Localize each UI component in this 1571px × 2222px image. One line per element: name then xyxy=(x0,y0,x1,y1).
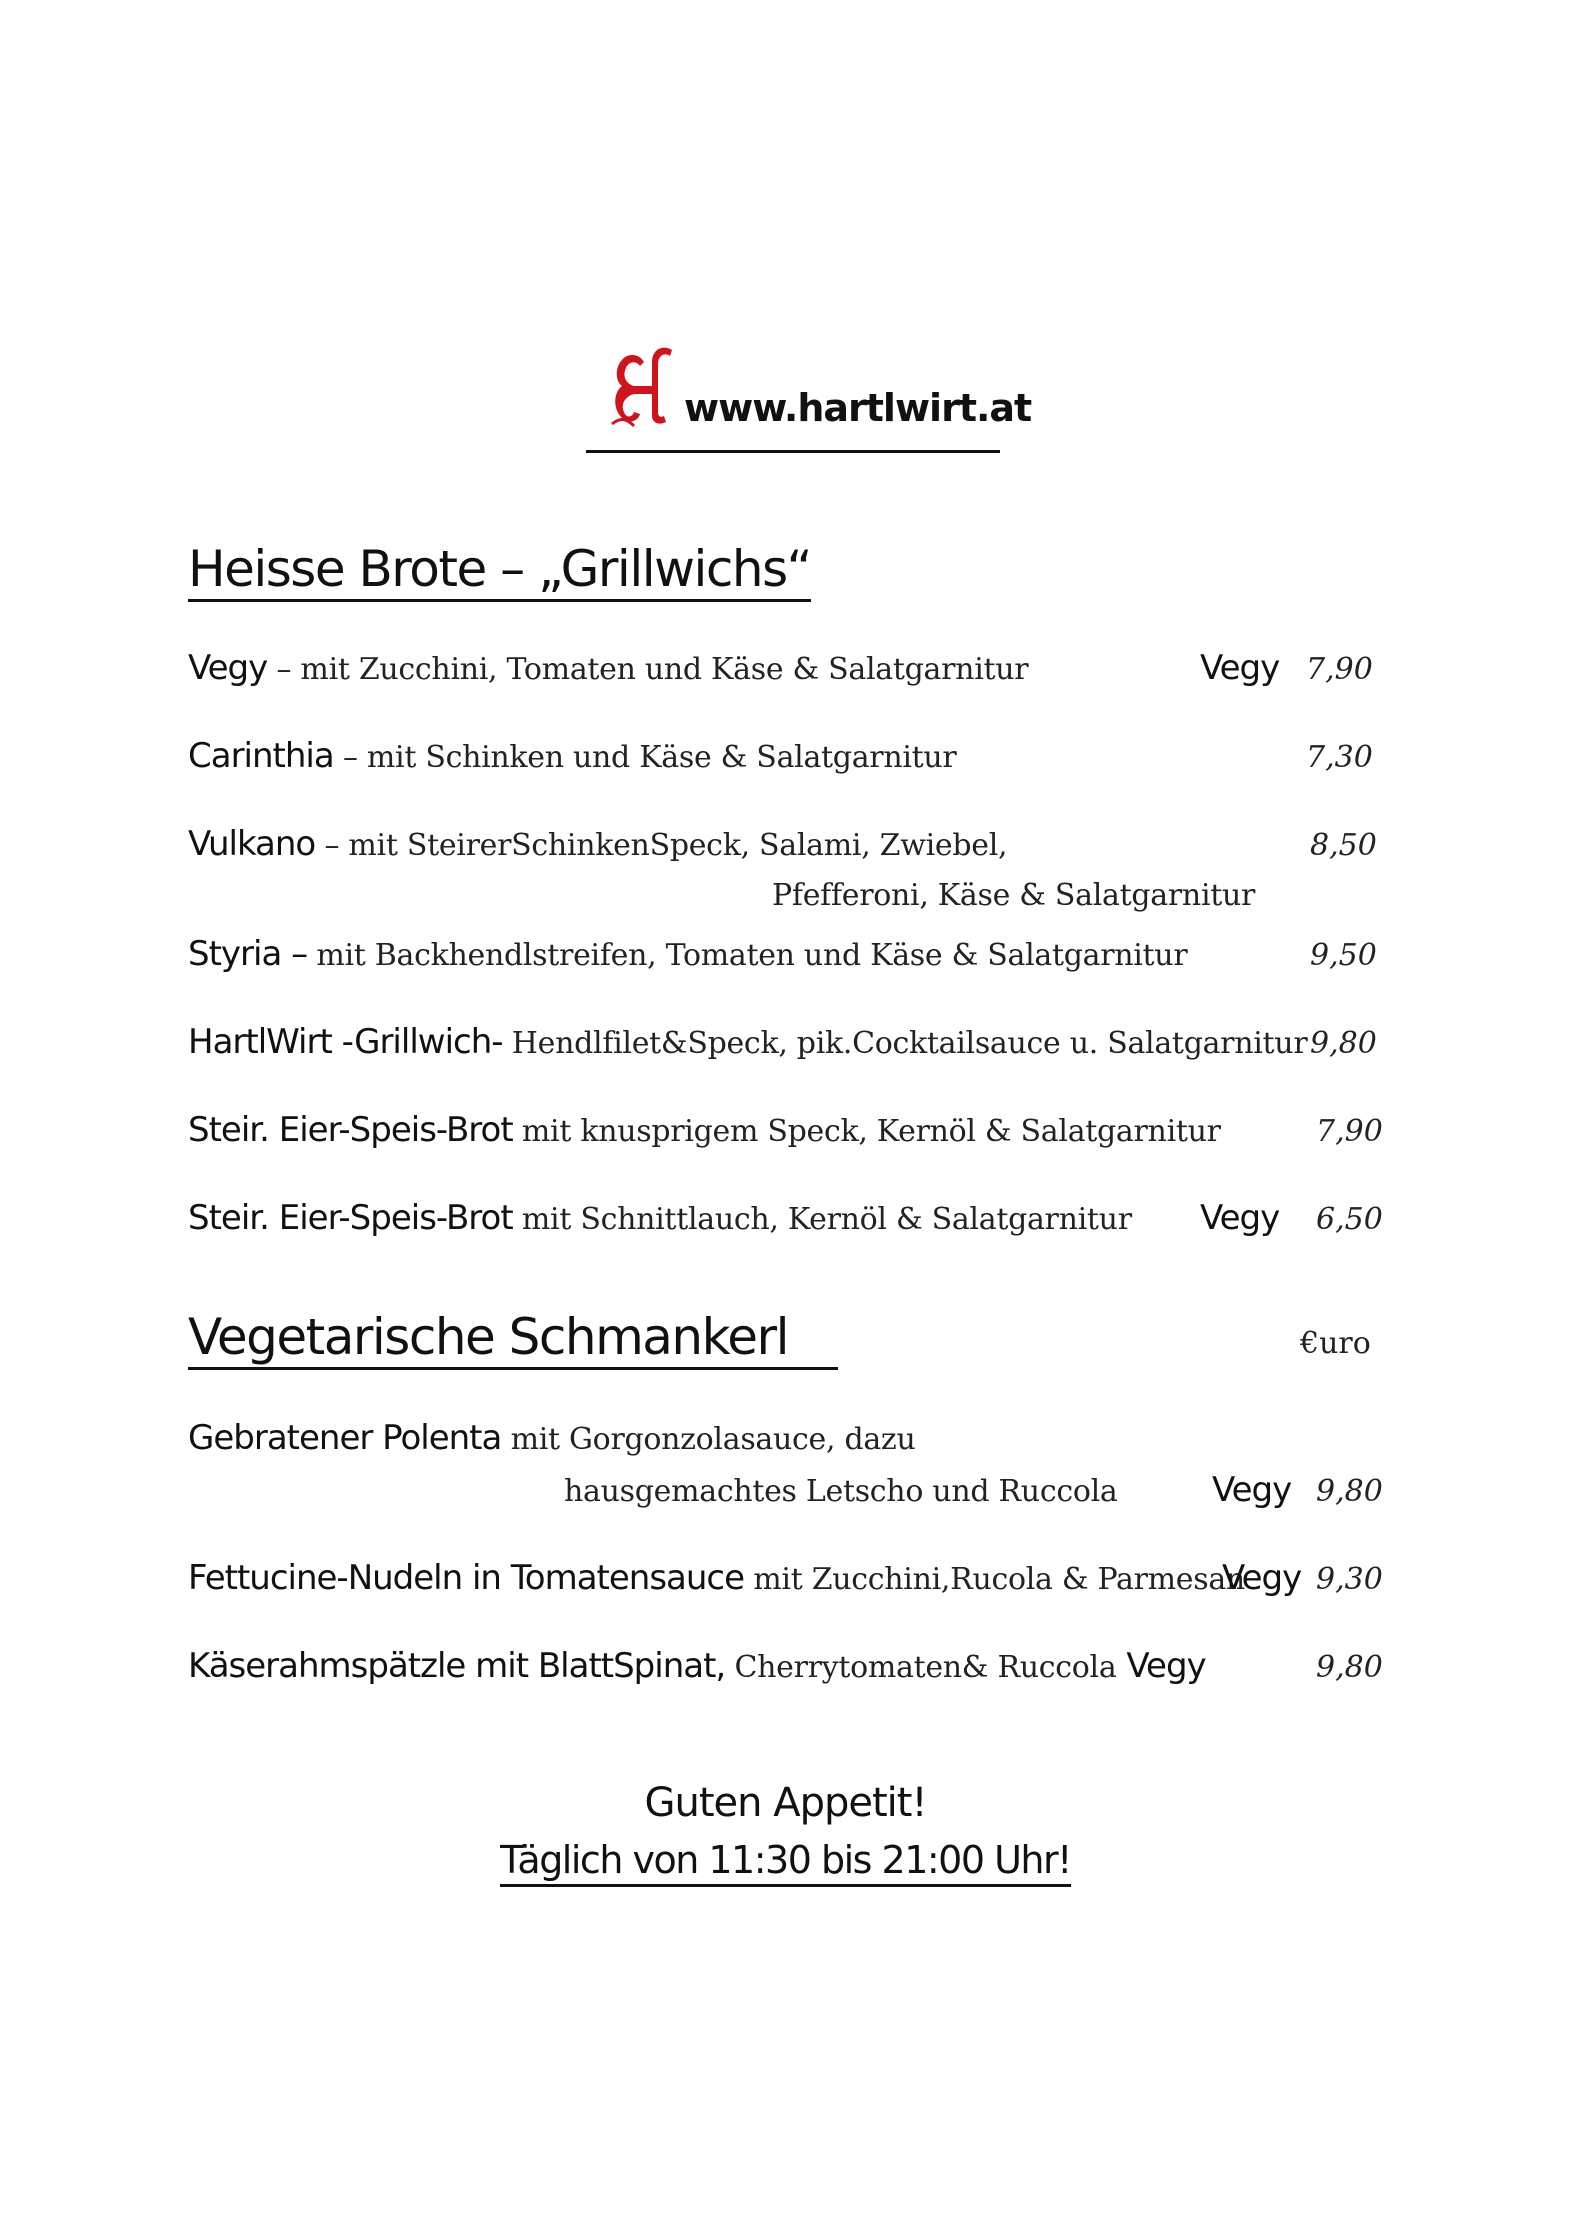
section-heading-heisse-brote: Heisse Brote – „Grillwichs“ xyxy=(188,542,811,602)
item-price: 7,90 xyxy=(1316,1114,1383,1149)
menu-item xyxy=(188,1418,1388,1468)
menu-item xyxy=(188,1646,1388,1696)
item-description: Cherrytomaten& Ruccola xyxy=(725,1650,1117,1685)
menu-item xyxy=(188,1558,1388,1608)
item-description: mit knusprigem Speck, Kernöl & Salatgarnitur xyxy=(512,1114,1221,1149)
item-price: 9,30 xyxy=(1316,1562,1383,1597)
item-description-continued: Pfefferoni, Käse & Salatgarnitur xyxy=(772,878,1256,913)
item-name: Vegy xyxy=(188,648,268,688)
item-price: 7,90 xyxy=(1306,652,1373,687)
item-name: Carinthia xyxy=(188,736,334,776)
currency-label: €uro xyxy=(1300,1326,1371,1361)
footer-hours-wrap xyxy=(0,1838,1571,1887)
section-heading-vegetarische-schmankerl: Vegetarische Schmankerl xyxy=(188,1310,838,1370)
menu-item xyxy=(188,824,1388,874)
menu-item xyxy=(188,1110,1388,1160)
menu-item xyxy=(188,934,1388,984)
website-url[interactable]: www.hartlwirt.at xyxy=(684,386,1032,430)
item-description: – mit SteirerSchinkenSpeck, Salami, Zwiebel, xyxy=(315,828,1008,863)
footer-greeting: Guten Appetit! xyxy=(644,1780,927,1826)
menu-item xyxy=(188,736,1388,786)
item-price: 9,80 xyxy=(1316,1650,1383,1685)
opening-hours: Täglich von 11:30 bis 21:00 Uhr! xyxy=(500,1838,1071,1887)
item-price: 9,80 xyxy=(1310,1026,1377,1061)
header xyxy=(586,346,1032,453)
vegy-label: Vegy xyxy=(1222,1558,1302,1598)
item-description: mit Backhendlstreifen, Tomaten und Käse & Salatgarnitur xyxy=(307,938,1188,973)
item-price: 9,50 xyxy=(1310,938,1377,973)
item-price: 6,50 xyxy=(1316,1202,1383,1237)
hartlwirt-logo-icon xyxy=(608,346,678,428)
item-description: – mit Zucchini, Tomaten und Käse & Salatgarnitur xyxy=(267,652,1029,687)
item-description: Hendlfilet&Speck, pik.Cocktailsauce u. Salatgarnitur xyxy=(502,1026,1308,1061)
item-name: Gebratener Polenta xyxy=(188,1418,502,1458)
vegy-label: Vegy xyxy=(1212,1470,1292,1510)
item-name: Fettucine-Nudeln in Tomatensauce xyxy=(188,1558,745,1598)
vegy-label: Vegy xyxy=(1200,1198,1280,1238)
item-description: mit Gorgonzolasauce, dazu xyxy=(501,1422,916,1457)
item-name: Vulkano xyxy=(188,824,316,864)
item-price: 9,80 xyxy=(1316,1474,1383,1509)
item-description: – mit Schinken und Käse & Salatgarnitur xyxy=(333,740,957,775)
vegy-label: Vegy xyxy=(1200,648,1280,688)
item-name: Steir. Eier-Speis-Brot xyxy=(188,1198,513,1238)
item-name: Käserahmspätzle mit BlattSpinat, xyxy=(188,1646,726,1686)
item-name: HartlWirt -Grillwich- xyxy=(188,1022,503,1062)
vegy-label: Vegy xyxy=(1126,1646,1206,1686)
item-description: mit Zucchini,Rucola & Parmesan xyxy=(744,1562,1245,1597)
item-price: 7,30 xyxy=(1306,740,1373,775)
item-price: 8,50 xyxy=(1310,828,1377,863)
item-name: Styria – xyxy=(188,934,308,974)
item-name: Steir. Eier-Speis-Brot xyxy=(188,1110,513,1150)
item-description-continued: hausgemachtes Letscho und Ruccola xyxy=(564,1474,1118,1509)
item-description: mit Schnittlauch, Kernöl & Salatgarnitur xyxy=(512,1202,1132,1237)
menu-item xyxy=(188,1022,1388,1072)
